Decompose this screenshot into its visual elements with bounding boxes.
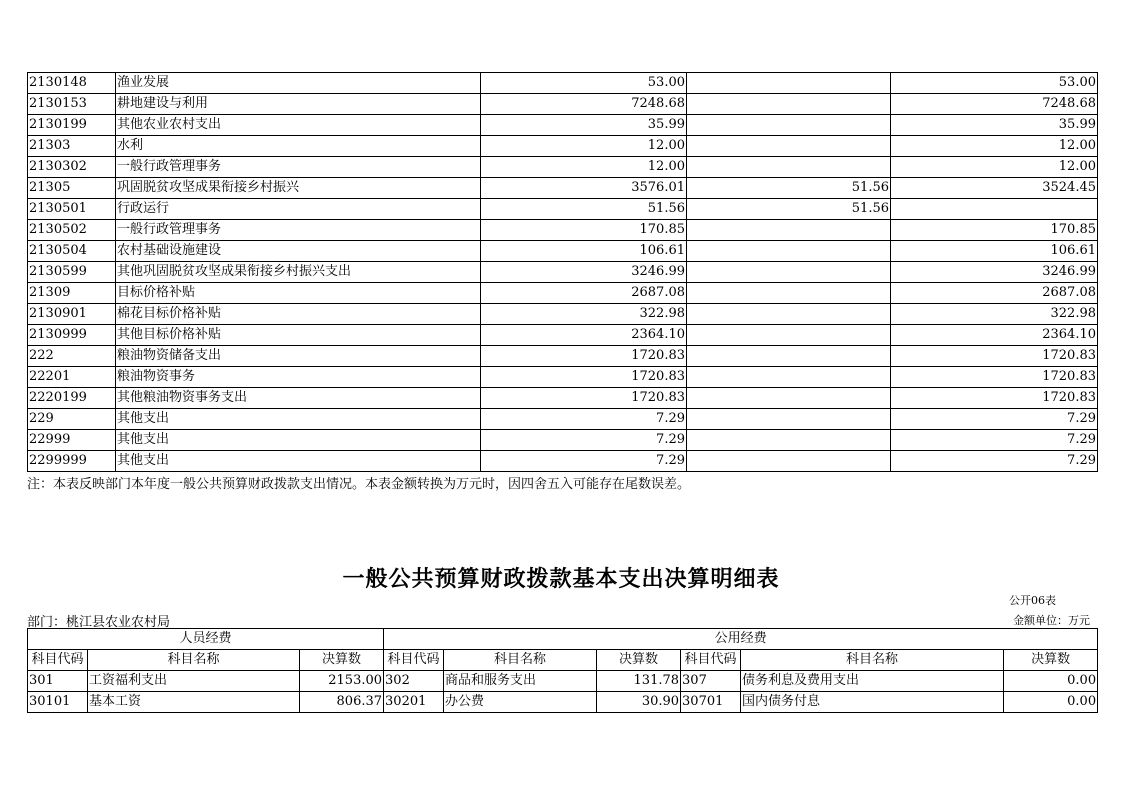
cell-code: 30201 — [384, 692, 444, 713]
cell-name: 其他巩固脱贫攻坚成果衔接乡村振兴支出 — [116, 262, 481, 283]
cell-project: 53.00 — [891, 73, 1098, 94]
cell-name: 目标价格补贴 — [116, 283, 481, 304]
table-row — [28, 199, 1098, 220]
amount-unit: 金额单位：万元 — [1013, 614, 1090, 627]
cell-name: 工资福利支出 — [88, 671, 300, 692]
cell-total: 1720.83 — [481, 346, 687, 367]
column-header: 科目代码 — [384, 650, 444, 671]
cell-name: 其他支出 — [116, 430, 481, 451]
cell-name: 债务利息及费用支出 — [741, 671, 1004, 692]
cell-project: 106.61 — [891, 241, 1098, 262]
cell-total: 7.29 — [481, 409, 687, 430]
cell-name: 办公费 — [444, 692, 597, 713]
cell-total: 1720.83 — [481, 367, 687, 388]
cell-amount: 131.78 — [597, 671, 681, 692]
cell-name: 粮油物资事务 — [116, 367, 481, 388]
cell-project — [891, 199, 1098, 220]
cell-code: 2130153 — [28, 94, 116, 115]
cell-code: 229 — [28, 409, 116, 430]
table-row — [28, 388, 1098, 409]
cell-code: 30101 — [28, 692, 88, 713]
table-row — [28, 73, 1098, 94]
cell-basic — [687, 262, 891, 283]
table-row — [28, 283, 1098, 304]
cell-code: 21305 — [28, 178, 116, 199]
cell-name: 水利 — [116, 136, 481, 157]
page-title: 一般公共预算财政拨款基本支出决算明细表 — [342, 566, 780, 592]
cell-code: 22201 — [28, 367, 116, 388]
cell-amount: 806.37 — [300, 692, 384, 713]
cell-basic: 51.56 — [687, 178, 891, 199]
cell-basic — [687, 388, 891, 409]
cell-total: 322.98 — [481, 304, 687, 325]
cell-basic — [687, 283, 891, 304]
cell-amount: 0.00 — [1004, 671, 1098, 692]
cell-code: 2220199 — [28, 388, 116, 409]
cell-basic — [687, 346, 891, 367]
cell-basic — [687, 73, 891, 94]
basic-expenditure-table — [27, 628, 1098, 713]
cell-basic — [687, 430, 891, 451]
cell-total: 3246.99 — [481, 262, 687, 283]
table-row — [28, 157, 1098, 178]
cell-total: 7.29 — [481, 430, 687, 451]
cell-amount: 2153.00 — [300, 671, 384, 692]
expenditure-table — [27, 72, 1098, 472]
group-personnel: 人员经费 — [28, 629, 384, 650]
cell-code: 2130901 — [28, 304, 116, 325]
cell-project: 12.00 — [891, 157, 1098, 178]
cell-total: 3576.01 — [481, 178, 687, 199]
column-header: 科目名称 — [741, 650, 1004, 671]
cell-code: 302 — [384, 671, 444, 692]
cell-project: 2687.08 — [891, 283, 1098, 304]
cell-total: 7248.68 — [481, 94, 687, 115]
table-row — [28, 451, 1098, 472]
cell-name: 行政运行 — [116, 199, 481, 220]
cell-basic: 51.56 — [687, 199, 891, 220]
cell-total: 7.29 — [481, 451, 687, 472]
cell-code: 301 — [28, 671, 88, 692]
cell-project: 7248.68 — [891, 94, 1098, 115]
cell-name: 巩固脱贫攻坚成果衔接乡村振兴 — [116, 178, 481, 199]
cell-name: 一般行政管理事务 — [116, 220, 481, 241]
cell-basic — [687, 367, 891, 388]
cell-code: 2130599 — [28, 262, 116, 283]
group-header-row — [28, 629, 1098, 650]
cell-code: 21309 — [28, 283, 116, 304]
cell-basic — [687, 325, 891, 346]
cell-project: 35.99 — [891, 115, 1098, 136]
table-row — [28, 136, 1098, 157]
column-header: 决算数 — [300, 650, 384, 671]
cell-project: 3524.45 — [891, 178, 1098, 199]
table-row — [28, 692, 1098, 713]
table-row — [28, 94, 1098, 115]
cell-total: 51.56 — [481, 199, 687, 220]
cell-project: 12.00 — [891, 136, 1098, 157]
cell-code: 2130502 — [28, 220, 116, 241]
cell-name: 其他农业农村支出 — [116, 115, 481, 136]
cell-total: 170.85 — [481, 220, 687, 241]
cell-total: 2364.10 — [481, 325, 687, 346]
cell-code: 307 — [681, 671, 741, 692]
cell-name: 粮油物资储备支出 — [116, 346, 481, 367]
department-label: 部门：桃江县农业农村局 — [27, 615, 171, 630]
cell-project: 1720.83 — [891, 367, 1098, 388]
cell-code: 2130199 — [28, 115, 116, 136]
cell-code: 222 — [28, 346, 116, 367]
cell-project: 2364.10 — [891, 325, 1098, 346]
cell-code: 22999 — [28, 430, 116, 451]
cell-basic — [687, 451, 891, 472]
table-row — [28, 671, 1098, 692]
cell-name: 基本工资 — [88, 692, 300, 713]
cell-total: 12.00 — [481, 157, 687, 178]
cell-name: 农村基础设施建设 — [116, 241, 481, 262]
cell-total: 12.00 — [481, 136, 687, 157]
cell-project: 322.98 — [891, 304, 1098, 325]
table-row — [28, 220, 1098, 241]
column-header: 科目代码 — [28, 650, 88, 671]
table-row — [28, 178, 1098, 199]
column-header: 决算数 — [597, 650, 681, 671]
cell-basic — [687, 304, 891, 325]
cell-code: 2130999 — [28, 325, 116, 346]
cell-total: 53.00 — [481, 73, 687, 94]
table-row — [28, 262, 1098, 283]
cell-name: 其他粮油物资事务支出 — [116, 388, 481, 409]
cell-project: 1720.83 — [891, 346, 1098, 367]
table-row — [28, 115, 1098, 136]
cell-name: 渔业发展 — [116, 73, 481, 94]
column-header: 决算数 — [1004, 650, 1098, 671]
cell-total: 2687.08 — [481, 283, 687, 304]
cell-total: 35.99 — [481, 115, 687, 136]
cell-total: 106.61 — [481, 241, 687, 262]
cell-name: 其他支出 — [116, 409, 481, 430]
cell-name: 棉花目标价格补贴 — [116, 304, 481, 325]
table-row — [28, 430, 1098, 451]
table-row — [28, 241, 1098, 262]
cell-name: 国内债务付息 — [741, 692, 1004, 713]
cell-basic — [687, 157, 891, 178]
form-number: 公开06表 — [1009, 594, 1056, 607]
cell-name: 耕地建设与利用 — [116, 94, 481, 115]
cell-name: 其他支出 — [116, 451, 481, 472]
cell-project: 3246.99 — [891, 262, 1098, 283]
cell-code: 21303 — [28, 136, 116, 157]
group-public: 公用经费 — [384, 629, 1098, 650]
cell-basic — [687, 94, 891, 115]
cell-amount: 30.90 — [597, 692, 681, 713]
cell-project: 1720.83 — [891, 388, 1098, 409]
cell-project: 7.29 — [891, 430, 1098, 451]
cell-project: 170.85 — [891, 220, 1098, 241]
table-row — [28, 409, 1098, 430]
cell-basic — [687, 220, 891, 241]
cell-basic — [687, 115, 891, 136]
cell-amount: 0.00 — [1004, 692, 1098, 713]
cell-code: 2130302 — [28, 157, 116, 178]
cell-basic — [687, 241, 891, 262]
column-header-row — [28, 650, 1098, 671]
table-row — [28, 325, 1098, 346]
cell-code: 2130148 — [28, 73, 116, 94]
cell-project: 7.29 — [891, 451, 1098, 472]
cell-code: 2130501 — [28, 199, 116, 220]
cell-name: 一般行政管理事务 — [116, 157, 481, 178]
column-header: 科目名称 — [88, 650, 300, 671]
cell-project: 7.29 — [891, 409, 1098, 430]
cell-name: 商品和服务支出 — [444, 671, 597, 692]
cell-total: 1720.83 — [481, 388, 687, 409]
column-header: 科目代码 — [681, 650, 741, 671]
cell-basic — [687, 409, 891, 430]
cell-basic — [687, 136, 891, 157]
table-row — [28, 367, 1098, 388]
cell-code: 30701 — [681, 692, 741, 713]
cell-name: 其他目标价格补贴 — [116, 325, 481, 346]
table-note: 注：本表反映部门本年度一般公共预算财政拨款支出情况。本表金额转换为万元时，因四舍五入可能存在尾数误差。 — [27, 477, 691, 492]
column-header: 科目名称 — [444, 650, 597, 671]
cell-code: 2130504 — [28, 241, 116, 262]
cell-code: 2299999 — [28, 451, 116, 472]
table-row — [28, 346, 1098, 367]
table-row — [28, 304, 1098, 325]
